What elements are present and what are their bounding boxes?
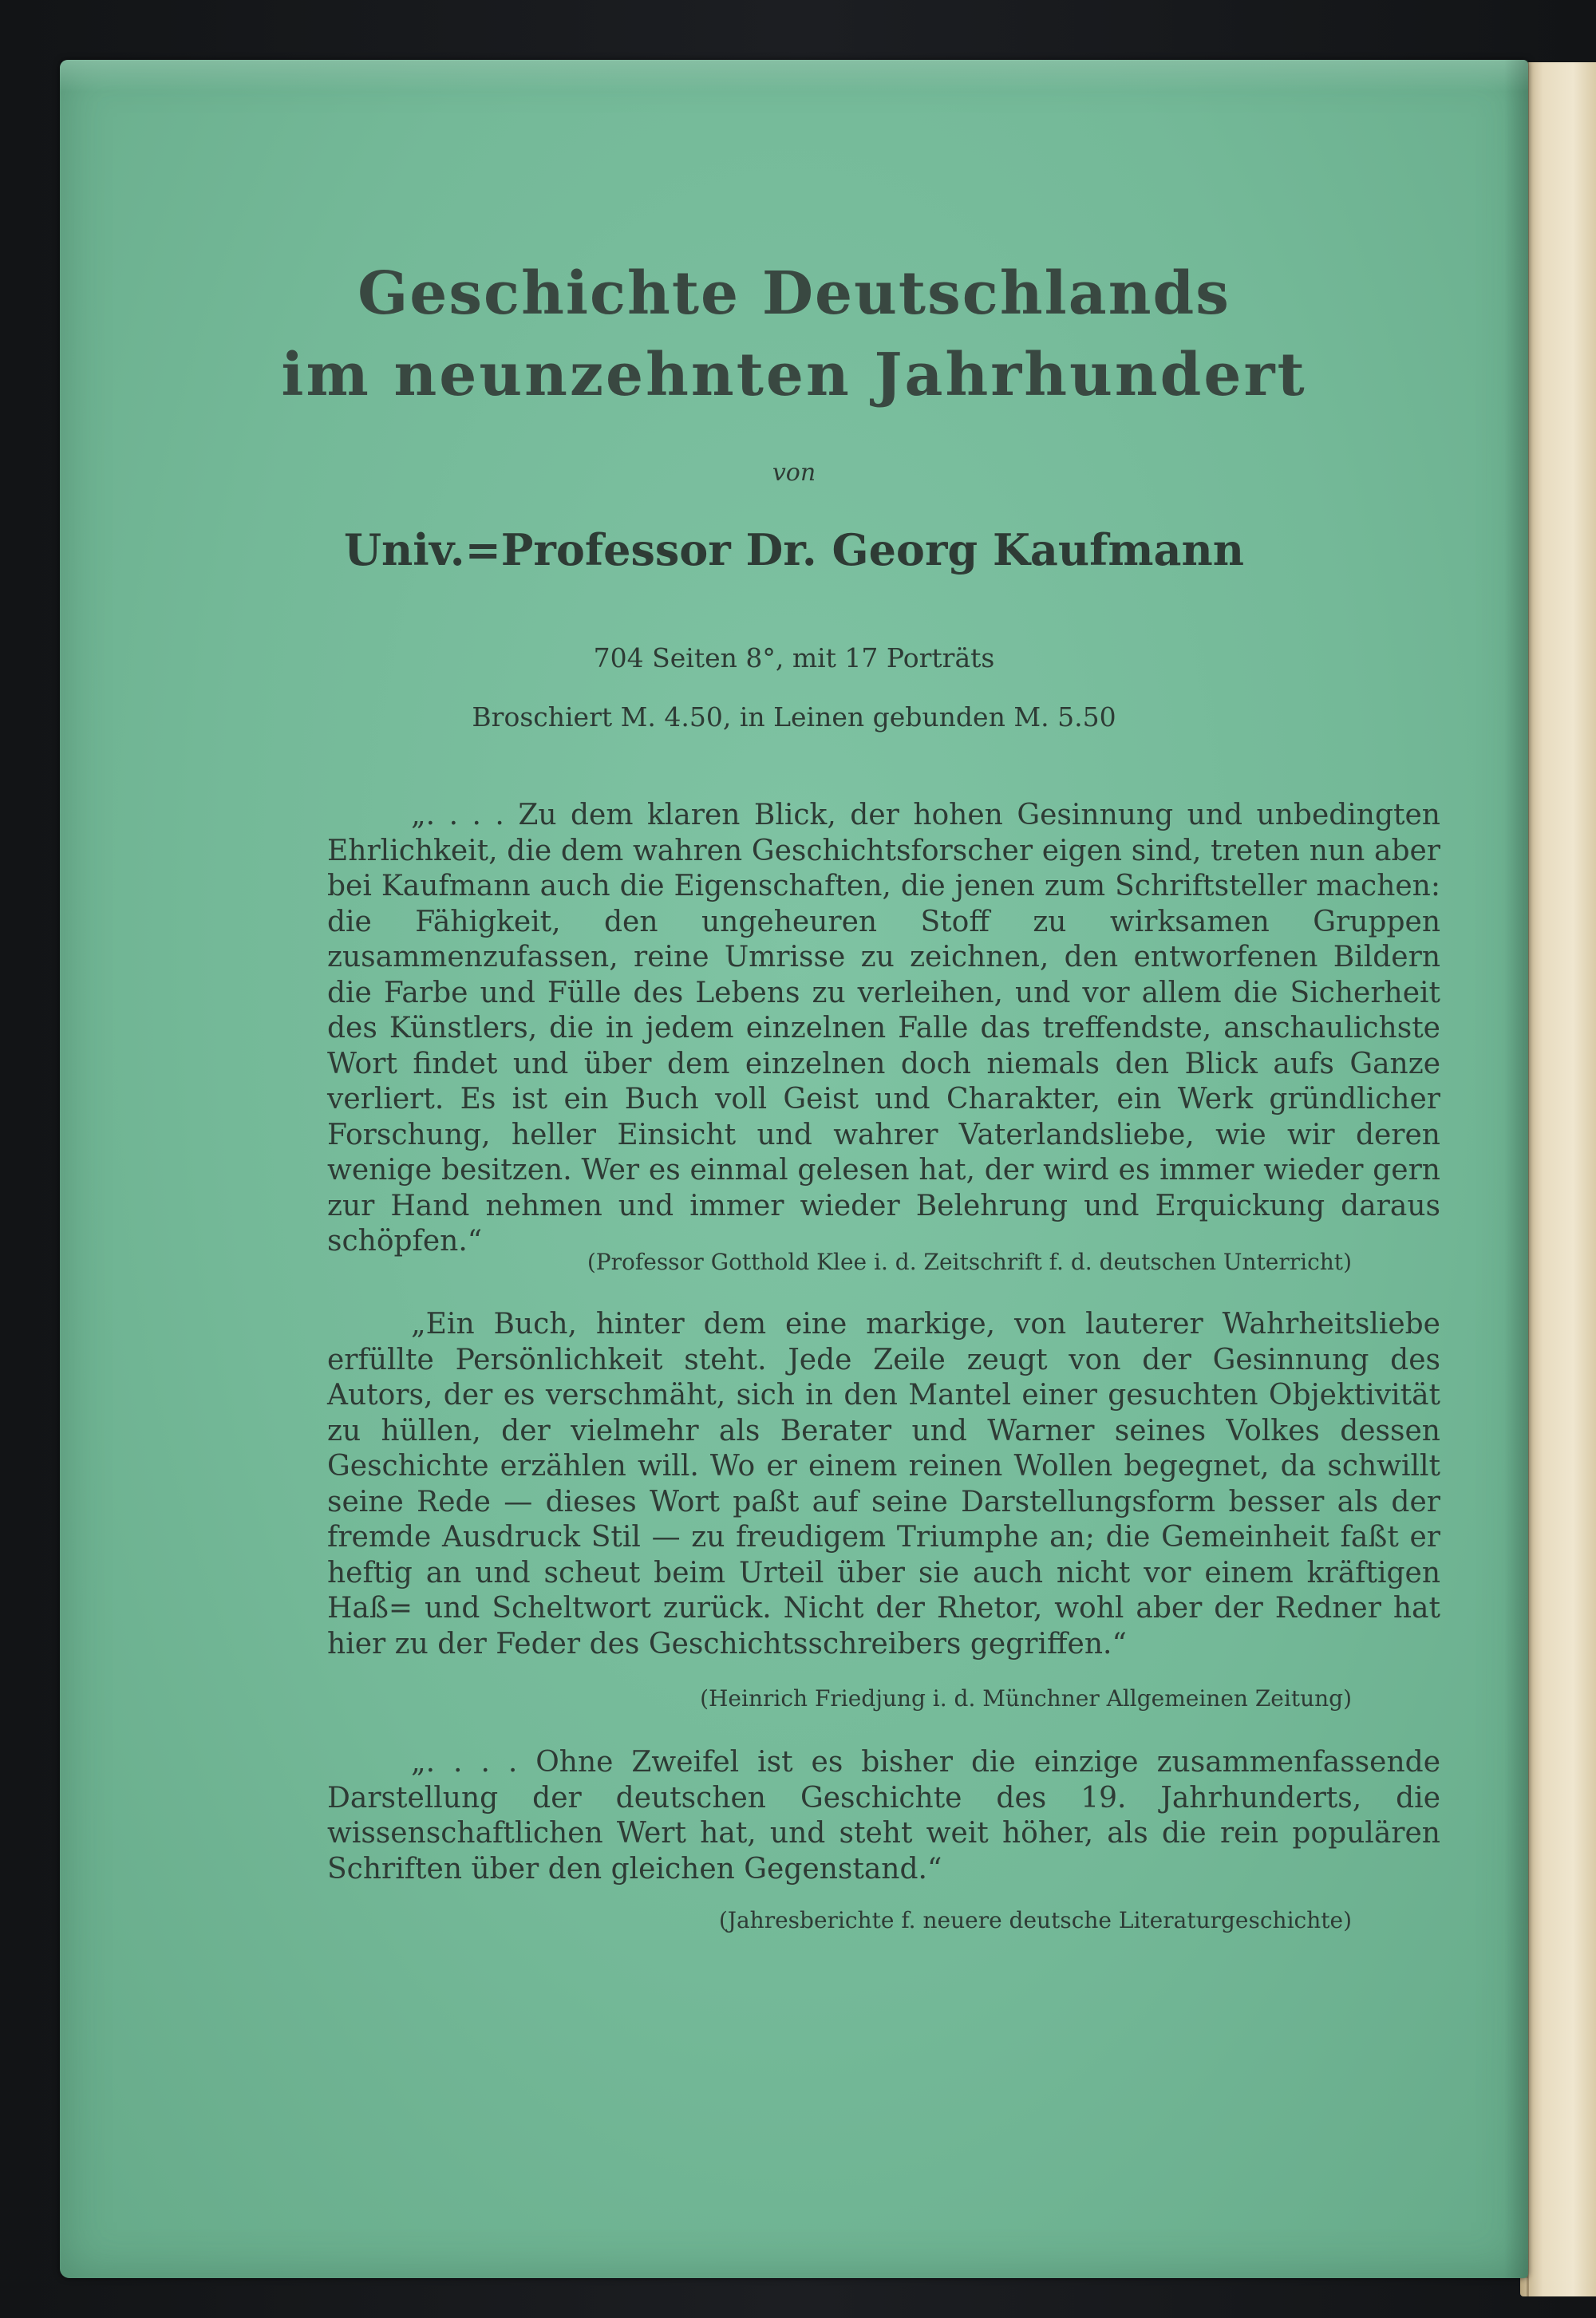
review-source-1: (Professor Gotthold Klee i. d. Zeitschrift f. d. deutschen Unterricht) <box>587 1249 1352 1275</box>
title-line-2: im neunzehnten Jahrhundert <box>281 341 1307 409</box>
review-source-2: (Heinrich Friedjung i. d. Münchner Allgemeinen Zeitung) <box>700 1685 1352 1712</box>
review-source-3: (Jahresberichte f. neuere deutsche Literaturgeschichte) <box>718 1907 1352 1933</box>
book-page-edges <box>1520 62 1596 2296</box>
price-info: Broschiert M. 4.50, in Leinen gebunden M. 5.50 <box>472 701 1116 733</box>
review-quote-1: „. . . . Zu dem klaren Blick, der hohen Gesinnung und unbedingten Ehrlichkeit, die dem wahren Geschichtsforscher eigen sind, treten nun aber bei Kaufmann auch die Eigenschaften, die jenen zum Schriftsteller machen: die Fähigkeit, den ungeheuren Stoff zu wirksamen Gruppen zusammenzufassen, reine Umrisse zu zeichnen, den entworfenen Bildern die Farbe und Fülle des Lebens zu verleihen, und vor allem die Sicherheit des Künstlers, die in jedem einzelnen Falle das treffendste, anschaulichste Wort findet und über dem einzelnen doch niemals den Blick aufs Ganze verliert. Es ist ein Buch voll Geist und Charakter, ein Werk gründlicher Forschung, heller Einsicht und wahrer Vaterlandsliebe, wie wir deren wenige besitzen. Wer es einmal gelesen hat, der wird es immer wieder gern zur Hand nehmen und immer wieder Belehrung und Erquickung daraus schöpfen.“ <box>327 799 1440 1258</box>
book-cover <box>60 60 1528 2278</box>
review-quote-3: „. . . . Ohne Zweifel ist es bisher die einzige zusammenfassende Darstellung der deutschen Geschichte des 19. Jahrhunderts, die wissenschaftlichen Wert hat, und steht weit höher, als die rein populären Schriften über den gleichen Gegenstand.“ <box>327 1746 1440 1886</box>
byline-von: von <box>772 459 816 487</box>
title-line-1: Geschichte Deutschlands <box>358 259 1231 328</box>
pages-info: 704 Seiten 8°, mit 17 Porträts <box>593 642 995 673</box>
author-name: Univ.=Professor Dr. Georg Kaufmann <box>343 524 1245 575</box>
review-quote-2: „Ein Buch, hinter dem eine markige, von lauterer Wahrheitsliebe erfüllte Persönlichkeit steht. Jede Zeile zeugt von der Gesinnung des Autors, der es verschmäht, sich in den Mantel einer gesuchten Objektivität zu hüllen, der vielmehr als Berater und Warner seines Volkes dessen Geschichte erzählen will. Wo er einem reinen Wollen begegnet, da schwillt seine Rede — dieses Wort paßt auf seine Darstellungsform besser als der fremde Ausdruck Stil — zu freudigem Triumphe an; die Gemeinheit faßt er heftig an und scheut beim Urteil über sie auch nicht vor einem kräftigen Haß= und Scheltwort zurück. Nicht der Rhetor, wohl aber der Redner hat hier zu der Feder des Geschichtsschreibers gegriffen.“ <box>327 1308 1440 1661</box>
